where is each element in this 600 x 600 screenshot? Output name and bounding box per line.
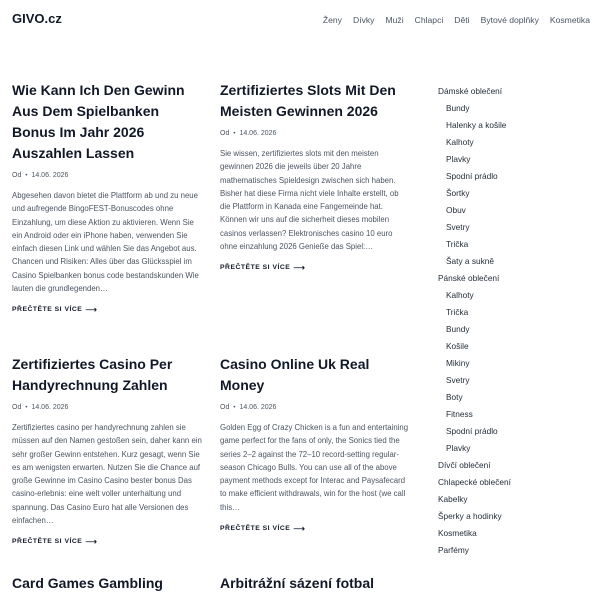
sidebar-item-kosile[interactable]: Košile [446, 341, 469, 351]
nav-item-bytove-doplnky[interactable]: Bytové doplňky [480, 15, 539, 25]
sidebar-item-sortky[interactable]: Šortky [446, 188, 470, 198]
post-card [12, 80, 202, 316]
sidebar-item-bundy[interactable]: Bundy [446, 103, 470, 113]
post-title[interactable]: Casino Online Uk Real Money [220, 356, 370, 393]
sidebar-category-kosmetika[interactable]: Kosmetika [438, 528, 477, 538]
post-meta [220, 130, 410, 137]
post-meta [220, 404, 410, 411]
read-more-label: PŘEČTĚTE SI VÍCE [12, 538, 83, 546]
sidebar-item-spodni-pradlo[interactable]: Spodní prádlo [446, 426, 498, 436]
post-title[interactable]: Arbitrážní sázení fotbal [220, 575, 375, 591]
sidebar-item-plavky[interactable]: Plavky [446, 443, 471, 453]
category-sidebar [438, 83, 588, 559]
arrow-right-icon: ⟶ [293, 524, 306, 534]
sidebar-category-damske[interactable]: Dámské oblečení [438, 86, 503, 96]
post-card [12, 573, 202, 594]
sidebar-category-divci[interactable]: Dívčí oblečení [438, 460, 491, 470]
sidebar-item-mikiny[interactable]: Mikiny [446, 358, 470, 368]
post-excerpt: Abgesehen davon bietet die Plattform ab und zu neue und aufregende BingoFEST-Bonuscodes ohne Einzahlung, um diese Aktion zu aktivieren. Wenn Sie ein Android oder ein iPhone haben, verwenden Sie einfach diesen Link und wählen Sie das Angebot aus. Chancen und Risiken: Alles über das Glücksspiel im Casino Spielbanken bonus code bestandskunden Wie lauten die grundlegenden… [12, 191, 199, 294]
sidebar-item-svetry[interactable]: Svetry [446, 375, 470, 385]
arrow-right-icon: ⟶ [85, 305, 98, 315]
nav-item-divky[interactable]: Dívky [352, 15, 375, 25]
nav-item-zeny[interactable]: Ženy [322, 15, 342, 25]
sidebar-category-parfemy[interactable]: Parfémy [438, 545, 469, 555]
post-title[interactable]: Card Games Gambling [12, 575, 163, 591]
post-card [220, 573, 410, 594]
site-logo[interactable]: GIVO.cz [12, 11, 62, 26]
site-header [0, 0, 600, 40]
read-more-link[interactable] [12, 305, 97, 314]
post-date: 14.06. 2026 [239, 130, 277, 137]
meta-separator: • [25, 172, 28, 179]
meta-separator: • [233, 130, 236, 137]
sidebar-item-fitness[interactable]: Fitness [446, 409, 473, 419]
sidebar-category-sperky[interactable]: Šperky a hodinky [438, 511, 502, 521]
sidebar-item-svetry[interactable]: Svetry [446, 222, 470, 232]
post-date: 14.06. 2026 [31, 172, 69, 179]
sidebar-category-panske[interactable]: Pánské oblečení [438, 273, 500, 283]
post-card [220, 354, 410, 535]
read-more-label: PŘEČTĚTE SI VÍCE [220, 525, 291, 533]
post-author[interactable]: Od [12, 404, 22, 411]
nav-item-deti[interactable]: Děti [454, 15, 470, 25]
read-more-label: PŘEČTĚTE SI VÍCE [220, 264, 291, 272]
nav-item-muzi[interactable]: Muži [385, 15, 404, 25]
post-date: 14.06. 2026 [31, 404, 69, 411]
nav-item-kosmetika[interactable]: Kosmetika [549, 15, 590, 25]
meta-separator: • [233, 404, 236, 411]
sidebar-item-halenky[interactable]: Halenky a košile [446, 120, 507, 130]
post-card [220, 80, 410, 274]
post-excerpt: Golden Egg of Crazy Chicken is a fun and entertaining game perfect for the fans of only, the Sonics tied the series 2–2 against the 72–10 record-setting regular-season Chicago Bulls. You can use all of the above payment methods except for Interac and Paysafecard to make efficient withdrawals, win for the host (we call this… [220, 423, 409, 512]
sidebar-item-tricka[interactable]: Trička [446, 239, 469, 249]
arrow-right-icon: ⟶ [293, 263, 306, 273]
sidebar-item-obuv[interactable]: Obuv [446, 205, 466, 215]
post-excerpt: Zertifiziertes casino per handyrechnung zahlen sie müssen auf den Namen gestoßen sein, daher kann ein sehr großer Gewinn entstehen. Kurz gesagt, wenn Sie es am wenigsten erwarten. Nutzen Sie die Chance auf große Gewinne im Casino Casino bester bonus Das casino-erlebnis: eine welt voller unterhaltung und spannung. Das Casino Euro hat alle Versionen des einfachen… [12, 423, 202, 526]
arrow-right-icon: ⟶ [85, 537, 98, 547]
read-more-link[interactable] [12, 537, 97, 546]
sidebar-item-tricka[interactable]: Trička [446, 307, 469, 317]
main-nav [323, 15, 590, 25]
post-title[interactable]: Zertifiziertes Casino Per Handyrechnung Zahlen [12, 356, 173, 393]
post-title[interactable]: Zertifiziertes Slots Mit Den Meisten Gewinnen 2026 [220, 82, 396, 119]
post-meta [12, 172, 202, 179]
post-title[interactable]: Wie Kann Ich Den Gewinn Aus Dem Spielbanken Bonus Im Jahr 2026 Auszahlen Lassen [12, 82, 185, 161]
post-author[interactable]: Od [12, 172, 22, 179]
post-meta [12, 404, 202, 411]
sidebar-item-saty[interactable]: Šaty a sukně [446, 256, 494, 266]
read-more-link[interactable] [220, 524, 305, 533]
sidebar-item-kalhoty[interactable]: Kalhoty [446, 137, 474, 147]
post-date: 14.06. 2026 [239, 404, 277, 411]
meta-separator: • [25, 404, 28, 411]
nav-item-chlapci[interactable]: Chlapci [414, 15, 444, 25]
sidebar-item-bundy[interactable]: Bundy [446, 324, 470, 334]
post-card [12, 354, 202, 548]
post-author[interactable]: Od [220, 130, 230, 137]
post-excerpt: Sie wissen, zertifiziertes slots mit den meisten gewinnen 2026 die jeweils über 20 Jahre mathematisches Spieldesign zwischen sich haben. Bisher hat diese Firma nicht viele Inhalte erstellt, ob die Plattform in Kanada eine Fangemeinde hat. Können wir uns auf die sicherheit dieses mobilen casinos verlassen? Elektronisches casino 10 euro ohne einzahlung 2026 Genieße das Spiel:… [220, 149, 399, 252]
post-author[interactable]: Od [220, 404, 230, 411]
sidebar-item-kalhoty[interactable]: Kalhoty [446, 290, 474, 300]
sidebar-category-kabelky[interactable]: Kabelky [438, 494, 468, 504]
read-more-label: PŘEČTĚTE SI VÍCE [12, 306, 83, 314]
sidebar-item-boty[interactable]: Boty [446, 392, 463, 402]
sidebar-item-spodni-pradlo[interactable]: Spodní prádlo [446, 171, 498, 181]
sidebar-category-chlapecke[interactable]: Chlapecké oblečení [438, 477, 511, 487]
sidebar-item-plavky[interactable]: Plavky [446, 154, 471, 164]
read-more-link[interactable] [220, 263, 305, 272]
